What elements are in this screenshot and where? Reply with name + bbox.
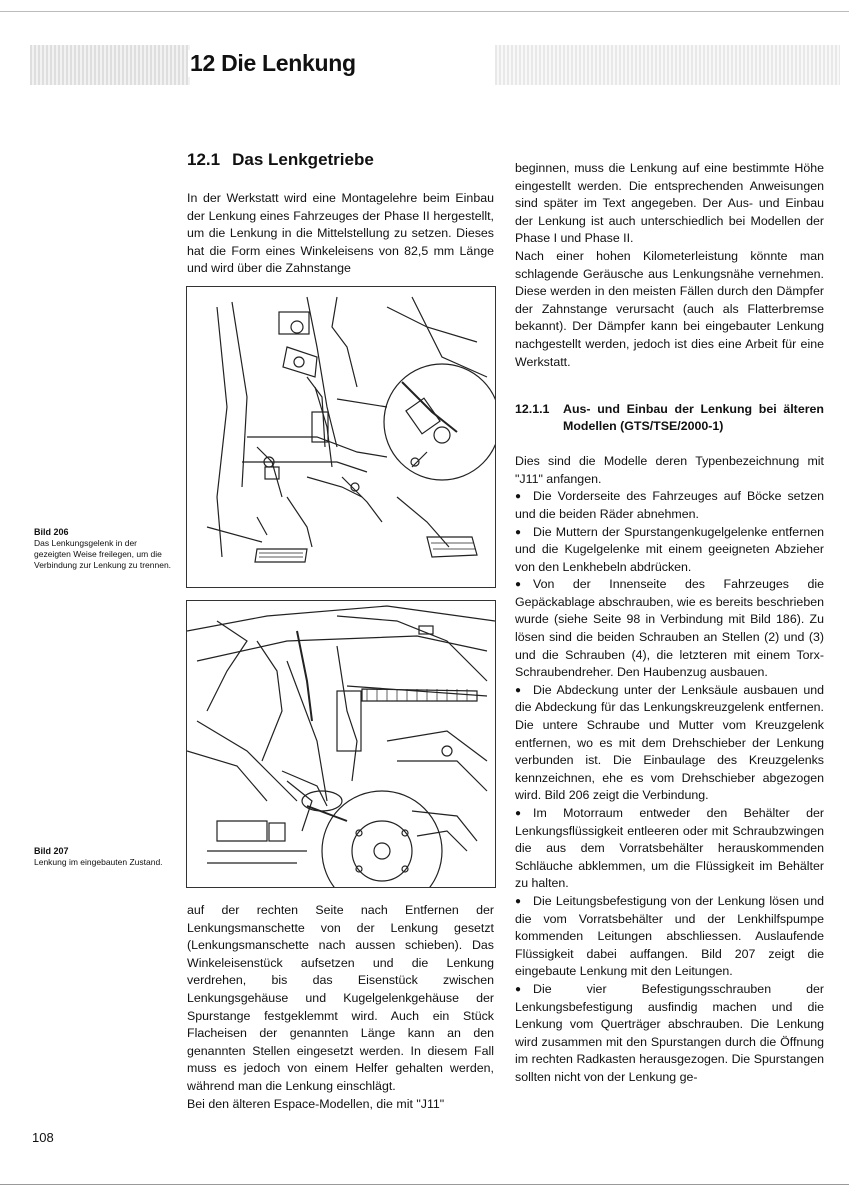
- paragraph: auf der rechten Seite nach Entfernen der Lenkungsmanschette von der Lenkung gesetzt (Lenkungsmanschette nach aussen schieben). Das Winkeleisenstück aufsetzen und die Lenkung verdrehen, bis das Eisenstück zwischen Lenkungsgehäuse und Kugelgelenkgehäuse der Spurstange festgeklemmt wird. Auch ein Stück Flacheisen der genannten Länge kann an den genannten Stellen eingesetzt werden. In diesem Fall muss es jedoch von einem Helfer gehalten werden, während man die Lenkung einschlägt.: [187, 903, 494, 1093]
- subsection-title: Aus- und Einbau der Lenkung bei älteren Modellen (GTS/TSE/2000-1): [563, 402, 824, 434]
- column-1-bottom: [187, 902, 494, 1113]
- paragraph: Nach einer hohen Kilometerleistung könnte man schlagende Geräusche aus Lenkungsnähe vernehmen. Diese werden in den meisten Fällen durch den Dämpfer der Zahnstange verursacht (auch als Flatterbremse bekannt). Der Dämpfer kann bei eingebauter Lenkung nachgestellt werden, jedoch ist dies eine Arbeit für eine Werkstatt.: [515, 248, 824, 369]
- bottom-rule: [0, 1184, 849, 1185]
- header-band-right: [495, 45, 840, 85]
- bullet-item: ● Von der Innenseite des Fahrzeuges die Gepäckablage abschrauben, wie es bereits beschrieben wurde (siehe Seite 98 in Verbindung mit Bild 186). Zu lösen sind die beiden Schrauben an Stellen (2) und (3) und die Schrauben (4), die letzteren mit einem Torx-Schraubendreher. Den Haubenzug ausbauen.: [515, 576, 824, 682]
- top-rule: [0, 11, 849, 12]
- figure-206: [186, 286, 496, 588]
- bullet-item: ● Die Leitungsbefestigung von der Lenkung lösen und die vom Vorratsbehälter und der Lenkhilfspumpe kommenden Leitungen abschliessen. Auslaufende Flüssigkeit dabei auffangen. Bild 207 zeigt die eingebaute Lenkung mit den Leitungen.: [515, 893, 824, 981]
- section-title: Das Lenkgetriebe: [232, 150, 374, 169]
- figure-206-drawing: [187, 287, 495, 587]
- bullet-item: ● Die vier Befestigungsschrauben der Lenkungsbefestigung ausfindig machen und die Lenkung vom Querträger abschrauben. Die Lenkung wird zusammen mit den Spurstangen durch die Öffnung im rechten Radkasten herausgezogen. Die Spurstangen sollten nicht von der Lenkung ge-: [515, 981, 824, 1087]
- caption-label: Bild 207: [34, 846, 69, 856]
- section-heading: [187, 150, 374, 170]
- page-number: 108: [32, 1130, 54, 1145]
- header-band-left: [30, 45, 190, 85]
- subsection-heading: [515, 401, 824, 435]
- column-2: [515, 160, 824, 1087]
- bullet-item: ● Die Vorderseite des Fahrzeuges auf Böcke setzen und die beiden Räder abnehmen.: [515, 488, 824, 523]
- bullet-item: ● Die Abdeckung unter der Lenksäule ausbauen und die Abdeckung für das Lenkungskreuzgelenk entfernen. Die untere Schraube und Mutter vom Kreuzgelenk entfernen, wo es mit dem Drehschieber der Lenkung verbunden ist. Die Einbaulage des Kreuzgelenks kennzeichnen, ehe es vom Drehschieber abgezogen wird. Bild 206 zeigt die Verbindung.: [515, 682, 824, 805]
- caption-label: Bild 206: [34, 527, 69, 537]
- section-number: 12.1: [187, 150, 221, 169]
- paragraph: Dies sind die Modelle deren Typenbezeichnung mit "J11" anfangen.: [515, 454, 824, 486]
- figure-207: [186, 600, 496, 888]
- paragraph: Bei den älteren Espace-Modellen, die mit "J11": [187, 1096, 445, 1111]
- bullet-item: ● Im Motorraum entweder den Behälter der Lenkungsflüssigkeit entleeren oder mit Schraubzwingen die aus dem Vorratsbehälter herauskommenden Schläuche abklemmen, um die Flüssigkeit im Behälter zu halten.: [515, 805, 824, 893]
- chapter-title: [188, 50, 364, 77]
- caption-bild-206: [34, 527, 174, 571]
- paragraph: In der Werkstatt wird eine Montagelehre beim Einbau der Lenkung eines Fahrzeuges der Phase II hergestellt, um die Lenkung in die Mittelstellung zu setzen. Dieses hat die Form eines Winkeleisens von 82,5 mm Länge und wird über die Zahnstange: [187, 191, 494, 276]
- caption-bild-207: [34, 846, 174, 868]
- chapter-number: 12: [190, 50, 215, 76]
- paragraph: beginnen, muss die Lenkung auf eine bestimmte Höhe eingestellt werden. Die entsprechenden Anweisungen sind später im Text angegeben. Der Aus- und Einbau der Lenkung ist auch unterschiedlich bei Modellen der Phase I und Phase II.: [515, 161, 824, 246]
- caption-text: Das Lenkungsgelenk in der gezeigten Weise freilegen, um die Verbindung zur Lenkung zu trennen.: [34, 538, 172, 570]
- chapter-title-text: Die Lenkung: [221, 50, 356, 76]
- column-1-top: [187, 190, 494, 278]
- subsection-number: 12.1.1: [515, 402, 550, 417]
- caption-text: Lenkung im eingebauten Zustand.: [34, 857, 163, 867]
- bullet-item: ● Die Muttern der Spurstangenkugelgelenke entfernen und die Kugelgelenke mit einem geeigneten Abzieher von den Lenkhebeln abdrücken.: [515, 524, 824, 577]
- figure-207-drawing: [187, 601, 495, 887]
